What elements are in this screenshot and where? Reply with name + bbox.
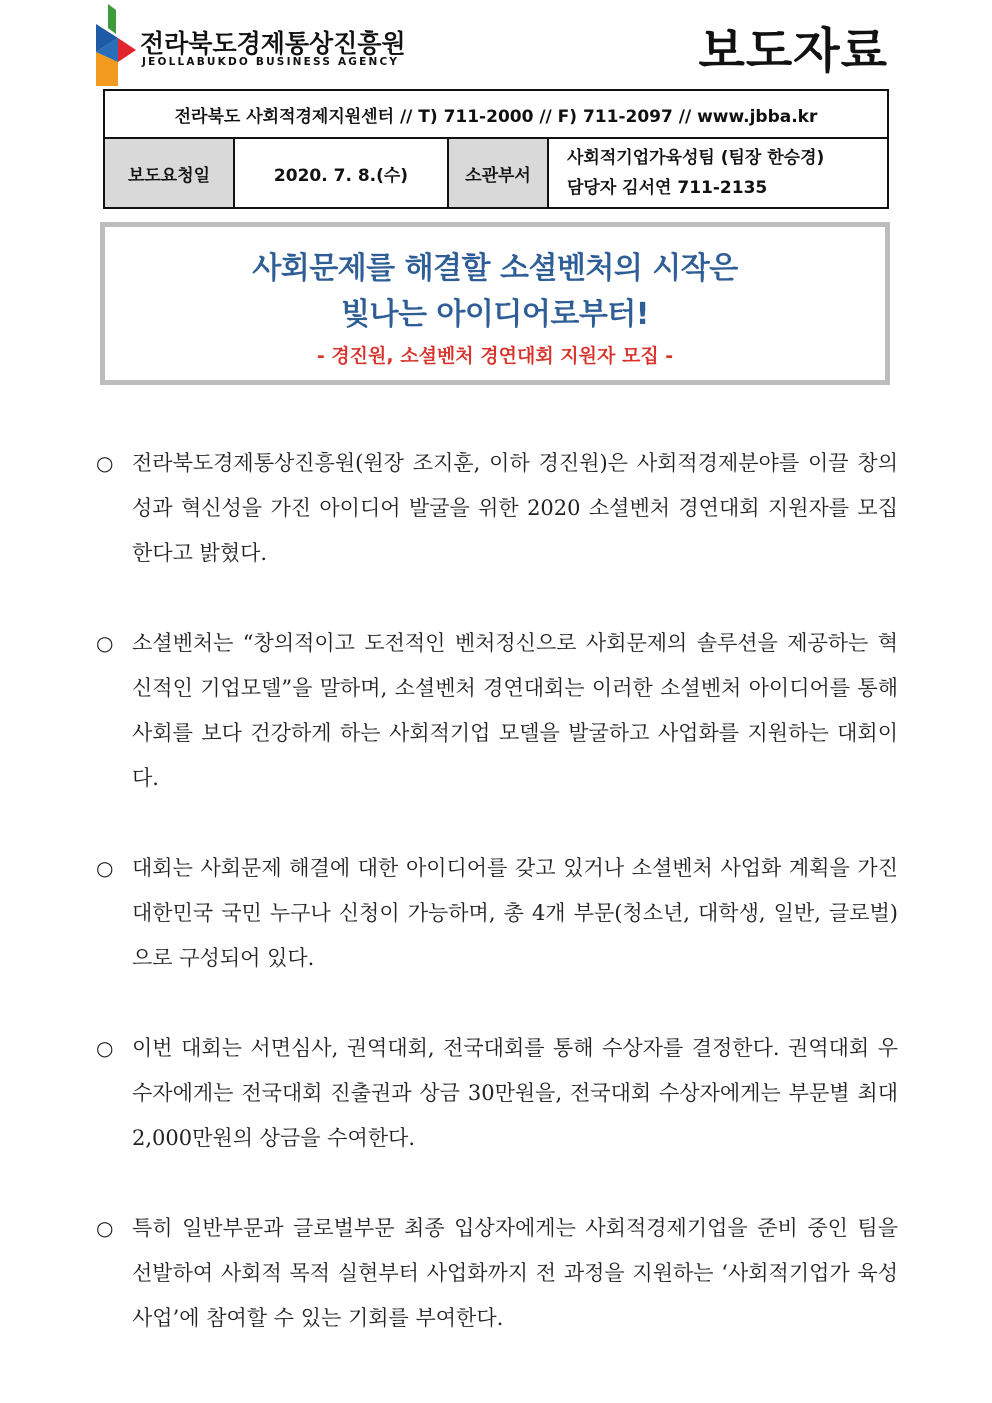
paragraph-text: 이번 대회는 서면심사, 권역대회, 전국대회를 통해 수상자를 결정한다. 권역대회 우수자에게는 전국대회 진출권과 상금 30만원을, 전국대회 수상자에게는 부문별 최대 2,000만원의 상금을 수여한다. (132, 1036, 898, 1150)
body-paragraph (96, 846, 898, 981)
bullet-circle-icon: ○ (96, 856, 114, 880)
headline-line-1: 사회문제를 해결할 소셜벤처의 시작은 (252, 251, 738, 286)
dept-team: 사회적기업가육성팀 (팀장 한승경) (567, 148, 825, 168)
org-name: 전라북도경제통상진흥원 (140, 29, 406, 58)
contact-info: 전라북도 사회적경제지원센터 // T) 711-2000 // F) 711-2097 // www.jbba.kr (104, 90, 888, 138)
dept-contact: 담당자 김서연 711-2135 (567, 178, 768, 198)
headline-box (100, 222, 890, 385)
paragraph-text: 특히 일반부문과 글로벌부문 최종 입상자에게는 사회적경제기업을 준비 중인 팀을 선발하여 사회적 목적 실현부터 사업화까지 전 과정을 지원하는 ‘사회적기업가 육성사업’에 참여할 수 있는 기회를 부여한다. (132, 1216, 898, 1330)
bullet-circle-icon: ○ (96, 1036, 114, 1060)
org-name-en: JEOLLABUKDO BUSINESS AGENCY (142, 56, 400, 68)
body-paragraph (96, 441, 898, 576)
body-paragraph (96, 1026, 898, 1161)
bullet-circle-icon: ○ (96, 451, 114, 475)
bullet-circle-icon: ○ (96, 1216, 114, 1240)
doc-type-title: 보도자료 (698, 23, 888, 79)
body-paragraph (96, 621, 898, 801)
headline-subtitle: - 경진원, 소셜벤처 경연대회 지원자 모집 - (316, 345, 674, 367)
paragraph-text: 소셜벤처는 “창의적이고 도전적인 벤처정신으로 사회문제의 솔루션을 제공하는 혁신적인 기업모델”을 말하며, 소셜벤처 경연대회는 이러한 소셜벤처 아이디어를 통해 사회를 보다 건강하게 하는 사회적기업 모델을 발굴하고 사업화를 지원하는 대회이다. (132, 631, 898, 790)
paragraph-text: 대회는 사회문제 해결에 대한 아이디어를 갖고 있거나 소셜벤처 사업화 계획을 가진 대한민국 국민 누구나 신청이 가능하며, 총 4개 부문(청소년, 대학생, 일반, 글로벌)으로 구성되어 있다. (132, 856, 898, 970)
date-label: 보도요청일 (104, 138, 234, 208)
jbba-logo-icon (94, 4, 138, 86)
bullet-circle-icon: ○ (96, 631, 114, 655)
dept-label: 소관부서 (448, 138, 548, 208)
dept-info (548, 138, 888, 208)
org-logo (94, 4, 406, 86)
headline-line-2: 빛나는 아이디어로부터! (341, 297, 649, 332)
info-table (103, 89, 889, 209)
date-value: 2020. 7. 8.(수) (234, 138, 448, 208)
paragraph-text: 전라북도경제통상진흥원(원장 조지훈, 이하 경진원)은 사회적경제분야를 이끌 창의성과 혁신성을 가진 아이디어 발굴을 위한 2020 소셜벤처 경연대회 지원자를 모집한다고 밝혔다. (132, 451, 898, 565)
body-paragraph (96, 1206, 898, 1341)
